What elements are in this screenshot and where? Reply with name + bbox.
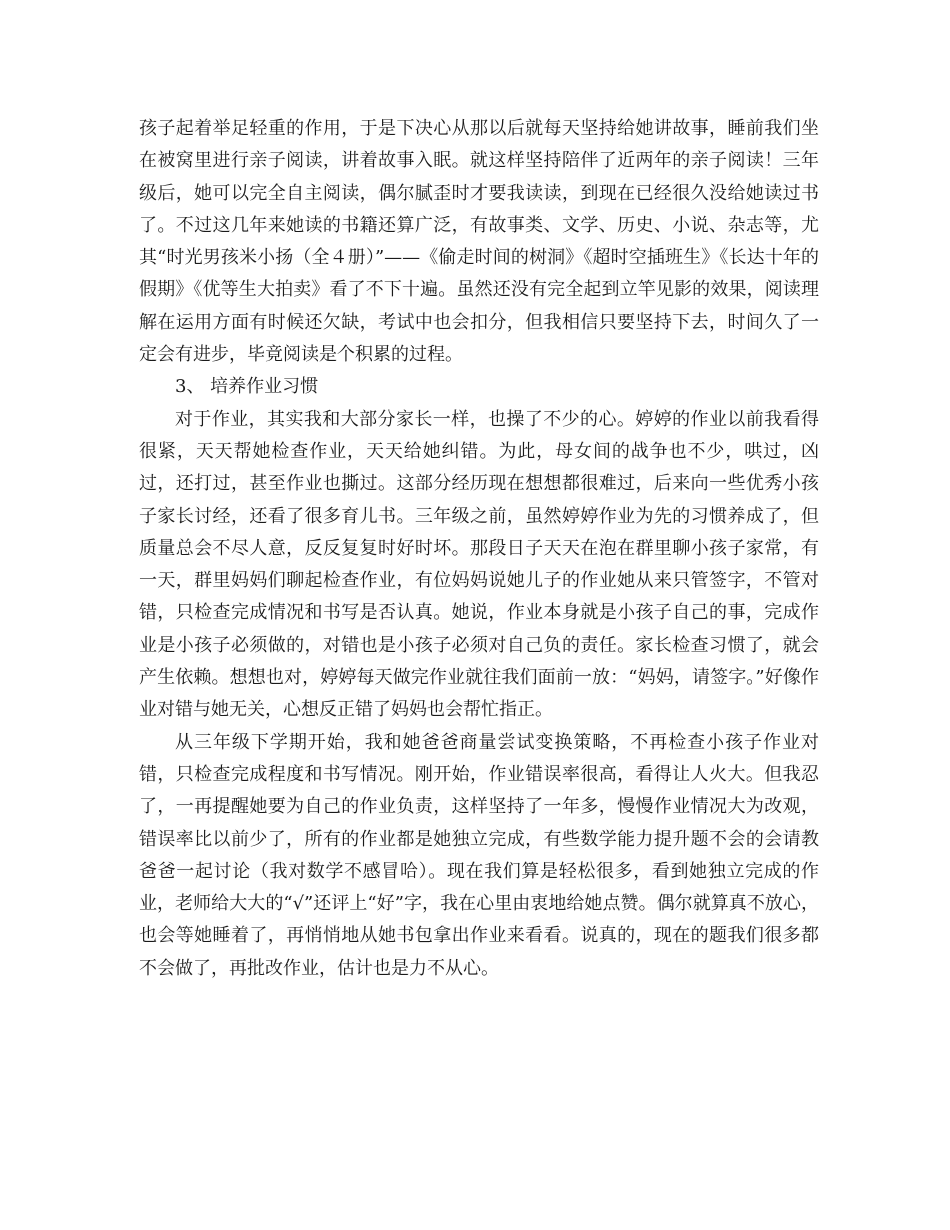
section-heading-homework-habit: 3、 培养作业习惯 — [175, 376, 319, 398]
paragraph-homework-checking: 对于作业，其实我和大部分家长一样，也操了不少的心。婷婷的作业以前我看得很紧，天天帮她检查作业，天天给她纠错。为此，母女间的战争也不少，哄过，凶过，还打过，甚至作业也撕过。这部分经历现在想想都很难过，后来向一些优秀小孩子家长讨经，还看了很多育儿书。三年级之前，虽然婷婷作业为先的习惯养成了，但质量总会不尽人意，反反复复时好时坏。那段日子天天在泡在群里聊小孩子家常，有一天，群里妈妈们聊起检查作业，有位妈妈说她儿子的作业她从来只管签字，不管对错，只检查完成情况和书写是否认真。她说，作业本身就是小孩子自己的事，完成作业是小孩子必须做的，对错也是小孩子必须对自己负的责任。家长检查习惯了，就会产生依赖。想想也对，婷婷每天做完作业就往我们面前一放：“妈妈，请签字。”好像作业对错与她无关，心想反正错了妈妈也会帮忙指正。 — [139, 408, 819, 721]
document-body — [139, 113, 819, 985]
paragraph-strategy-change: 从三年级下学期开始，我和她爸爸商量尝试变换策略，不再检查小孩子作业对错，只检查完成程度和书写情况。刚开始，作业错误率很高，看得让人火大。但我忍了，一再提醒她要为自己的作业负责，这样坚持了一年多，慢慢作业情况大为改观，错误率比以前少了，所有的作业都是她独立完成，有些数学能力提升题不会的会请教爸爸一起讨论（我对数学不感冒哈）。现在我们算是轻松很多，看到她独立完成的作业，老师给大大的“√”还评上“好”字，我在心里由衷地给她点赞。偶尔就算真不放心，也会等她睡着了，再悄悄地从她书包拿出作业来看看。说真的，现在的题我们很多都不会做了，再批改作业，估计也是力不从心。 — [139, 731, 819, 979]
paragraph-reading-habit: 孩子起着举足轻重的作用，于是下决心从那以后就每天坚持给她讲故事，睡前我们坐在被窝里进行亲子阅读，讲着故事入眠。就这样坚持陪伴了近两年的亲子阅读！三年级后，她可以完全自主阅读，偶尔腻歪时才要我读读，到现在已经很久没给她读过书了。不过这几年来她读的书籍还算广泛，有故事类、文学、历史、小说、杂志等，尤其“时光男孩米小扬（全４册）”——《偷走时间的树洞》《超时空插班生》《长达十年的假期》《优等生大拍卖》看了不下十遍。虽然还没有完全起到立竿见影的效果，阅读理解在运用方面有时候还欠缺，考试中也会扣分，但我相信只要坚持下去，时间久了一定会有进步，毕竟阅读是个积累的过程。 — [139, 118, 819, 366]
